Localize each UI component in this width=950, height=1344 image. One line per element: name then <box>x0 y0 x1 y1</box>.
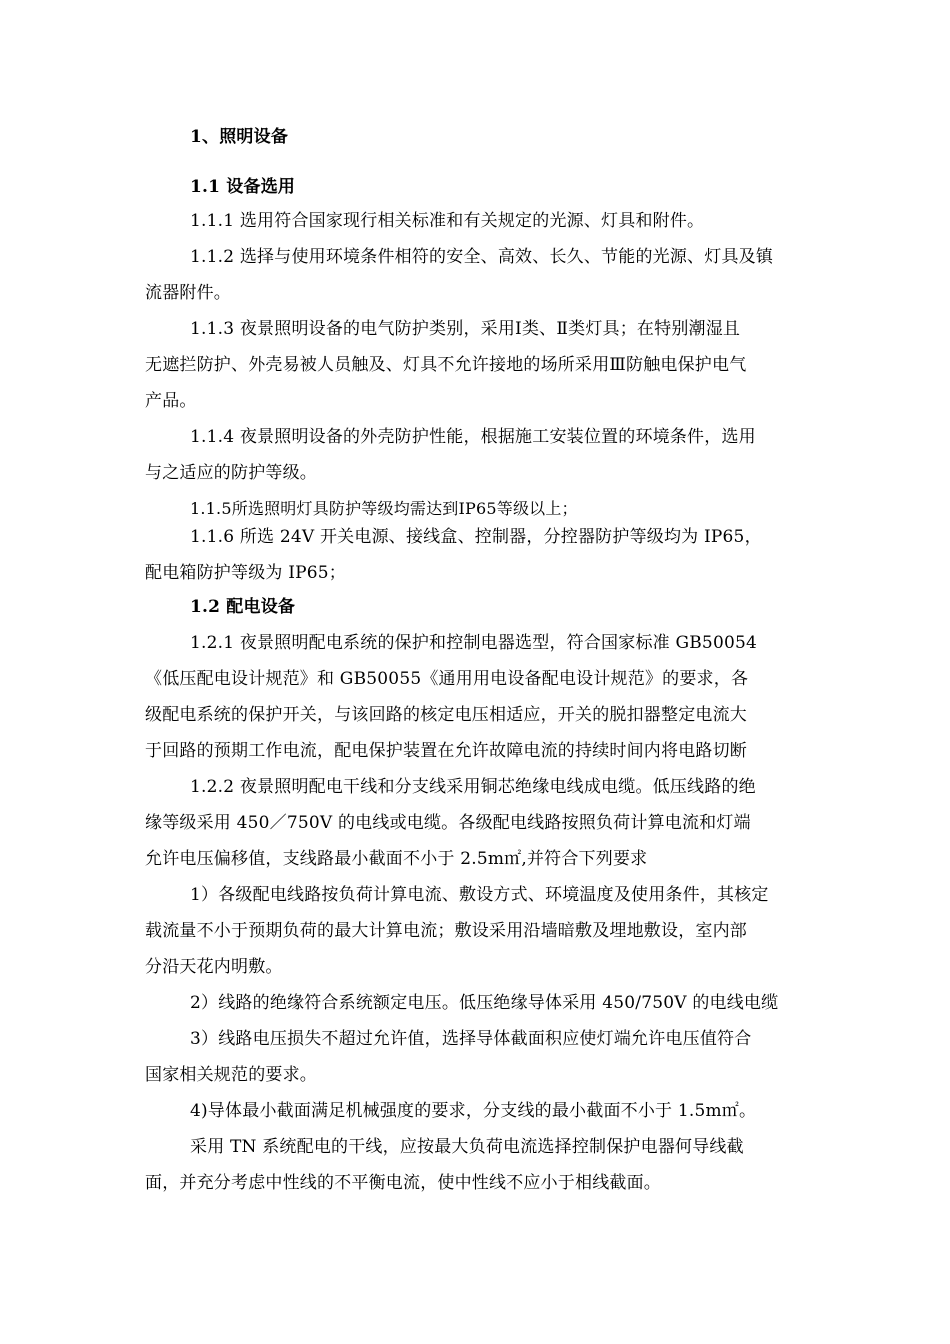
paragraph-1-1-3-line: 无遮拦防护、外壳易被人员触及、灯具不允许接地的场所采用Ⅲ防触电保护电气 <box>145 355 747 375</box>
paragraph-1-2-2-line: 允许电压偏移值，支线路最小截面不小于 2.5m㎡,并符合下列要求 <box>145 849 648 869</box>
paragraph-1-2-1-line: 于回路的预期工作电流，配电保护装置在允许故障电流的持续时间内将电路切断 <box>145 741 747 761</box>
paragraph-1-1-2-line: 1.1.2 选择与使用环境条件相符的安全、高效、长久、节能的光源、灯具及镇 <box>190 247 774 267</box>
paragraph-1-1-6-line: 1.1.6 所选 24V 开关电源、接线盒、控制器，分控器防护等级均为 IP65， <box>190 527 762 547</box>
list-item-1-line: 载流量不小于预期负荷的最大计算电流；敷设采用沿墙暗敷及埋地敷设，室内部 <box>145 921 747 941</box>
list-item-3-line: 国家相关规范的要求。 <box>145 1065 317 1085</box>
paragraph-1-1-5: 1.1.5所选照明灯具防护等级均需达到IP65等级以上； <box>190 499 578 518</box>
list-item-4: 4)导体最小截面满足机械强度的要求，分支线的最小截面不小于 1.5m㎡。 <box>190 1101 757 1121</box>
list-item-3-line: 3）线路电压损失不超过允许值，选择导体截面积应使灯端允许电压值符合 <box>190 1029 752 1049</box>
paragraph-1-1-3-line: 产品。 <box>145 391 197 411</box>
list-item-1-line: 1）各级配电线路按负荷计算电流、敷设方式、环境温度及使用条件，其核定 <box>190 885 769 905</box>
paragraph-1-1-4-line: 1.1.4 夜景照明设备的外壳防护性能，根据施工安装位置的环境条件，选用 <box>190 427 756 447</box>
paragraph-1-1-6-line: 配电箱防护等级为 IP65； <box>145 563 346 583</box>
paragraph-1-2-2-line: 缘等级采用 450／750V 的电线或电缆。各级配电线路按照负荷计算电流和灯端 <box>145 813 751 833</box>
paragraph-1-2-2-line: 1.2.2 夜景照明配电干线和分支线采用铜芯绝缘电线成电缆。低压线路的绝 <box>190 777 756 797</box>
paragraph-1-2-1-line: 级配电系统的保护开关，与该回路的核定电压相适应，开关的脱扣器整定电流大 <box>145 705 747 725</box>
paragraph-1-1-1: 1.1.1 选用符合国家现行相关标准和有关规定的光源、灯具和附件。 <box>190 211 705 231</box>
paragraph-1-2-1-line: 《低压配电设计规范》和 GB50055《通用用电设备配电设计规范》的要求，各 <box>145 669 749 689</box>
paragraph-tn-system-line: 面，并充分考虑中性线的不平衡电流，使中性线不应小于相线截面。 <box>145 1173 661 1193</box>
paragraph-1-1-2-line: 流器附件。 <box>145 283 231 303</box>
heading-lighting-equipment: 1、照明设备 <box>190 127 289 147</box>
paragraph-1-1-4-line: 与之适应的防护等级。 <box>145 463 317 483</box>
paragraph-1-1-3-line: 1.1.3 夜景照明设备的电气防护类别，采用Ⅰ类、Ⅱ类灯具；在特别潮湿且 <box>190 319 741 339</box>
heading-equipment-selection: 1.1 设备选用 <box>190 177 296 197</box>
heading-distribution-equipment: 1.2 配电设备 <box>190 597 296 617</box>
list-item-1-line: 分沿天花内明敷。 <box>145 957 283 977</box>
list-item-2: 2）线路的绝缘符合系统额定电压。低压绝缘导体采用 450/750V 的电线电缆 <box>190 993 779 1013</box>
paragraph-tn-system-line: 采用 TN 系统配电的干线，应按最大负荷电流选择控制保护电器何导线截 <box>190 1137 744 1157</box>
paragraph-1-2-1-line: 1.2.1 夜景照明配电系统的保护和控制电器选型，符合国家标准 GB50054 <box>190 633 758 653</box>
